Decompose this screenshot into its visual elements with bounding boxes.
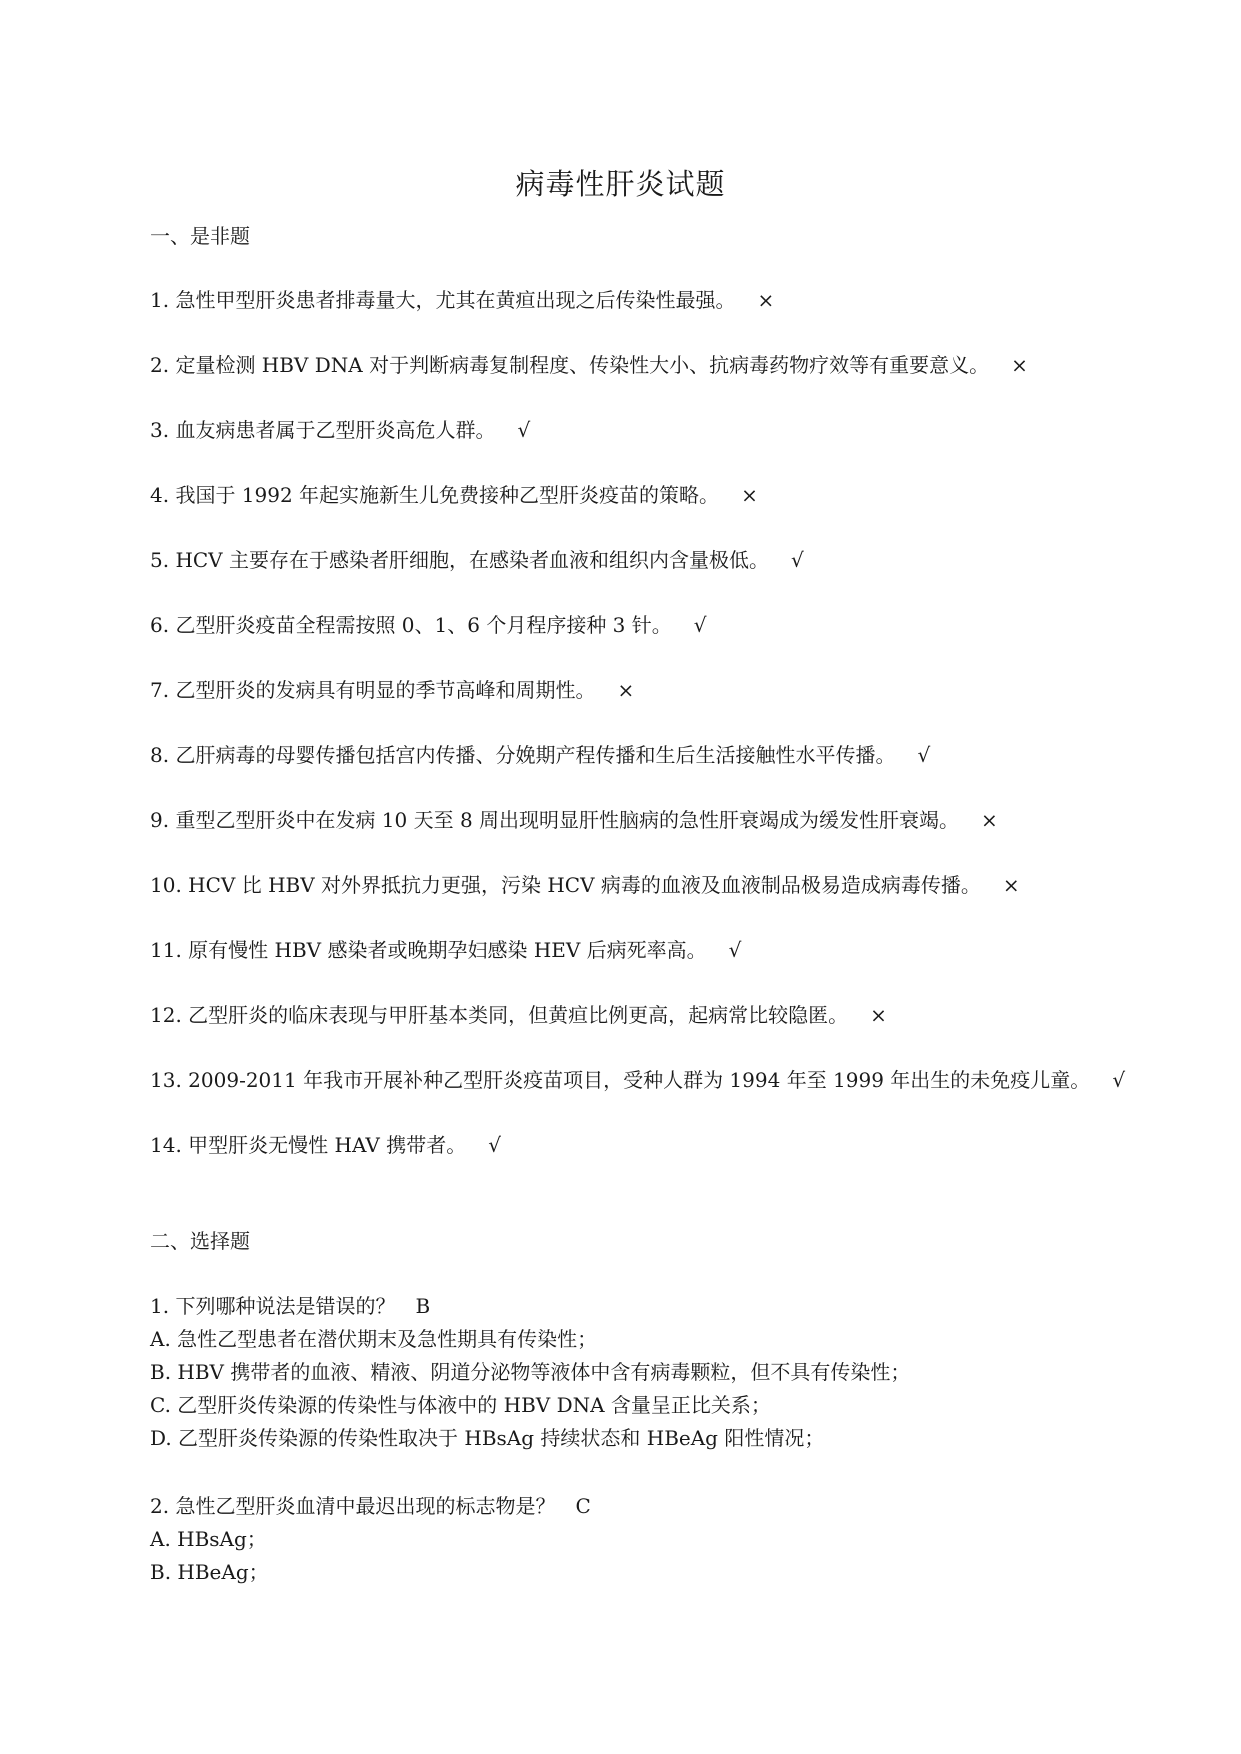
tf-question-11 [150,934,741,963]
tf-question-text: 6. 乙型肝炎疫苗全程需按照 0、1、6 个月程序接种 3 针。 [150,613,672,637]
tf-question-14 [150,1129,501,1158]
tf-question-text: 4. 我国于 1992 年起实施新生儿免费接种乙型肝炎疫苗的策略。 [150,483,720,507]
tf-question-4 [150,479,758,508]
tf-question-text: 7. 乙型肝炎的发病具有明显的季节高峰和周期性。 [150,678,596,702]
tf-question-text: 3. 血友病患者属于乙型肝炎高危人群。 [150,418,496,442]
tf-answer-mark: √ [517,418,531,442]
tf-question-text: 9. 重型乙型肝炎中在发病 10 天至 8 周出现明显肝性脑病的急性肝衰竭成为缓发性肝衰竭。 [150,808,960,832]
tf-answer-mark: × [617,678,635,702]
tf-answer-mark: √ [1112,1068,1126,1092]
tf-question-3 [150,414,530,443]
mc-question-1 [150,1290,430,1319]
tf-question-5 [150,544,804,573]
tf-answer-mark: √ [728,938,742,962]
tf-answer-mark: × [870,1003,887,1027]
tf-question-text: 14. 甲型肝炎无慢性 HAV 携带者。 [150,1133,467,1157]
tf-answer-mark: × [1011,353,1028,377]
tf-question-text: 10. HCV 比 HBV 对外界抵抗力更强，污染 HCV 病毒的血液及血液制品极易造成病毒传播。 [150,873,981,897]
tf-question-6 [150,609,707,638]
tf-answer-mark: × [981,808,998,832]
mc-option: D. 乙型肝炎传染源的传染性取决于 HBsAg 持续状态和 HBeAg 阳性情况； [150,1426,825,1450]
tf-question-text: 11. 原有慢性 HBV 感染者或晚期孕妇感染 HEV 后病死率高。 [150,938,707,962]
mc-question-text: 1. 下列哪种说法是错误的？ [150,1294,396,1318]
tf-answer-mark: × [1002,873,1020,897]
mc-question-2 [150,1490,591,1519]
tf-answer-mark: × [741,483,758,507]
tf-question-text: 13. 2009-2011 年我市开展补种乙型肝炎疫苗项目，受种人群为 1994 年至 1999 年出生的未免疫儿童。 [150,1068,1091,1092]
tf-question-13 [150,1064,1125,1093]
tf-question-12 [150,999,887,1028]
tf-answer-mark: √ [693,613,707,637]
tf-question-9 [150,804,998,833]
section-heading-true-false: 一、是非题 [150,224,250,248]
tf-question-text: 5. HCV 主要存在于感染者肝细胞，在感染者血液和组织内含量极低。 [150,548,769,572]
mc-question-text: 2. 急性乙型肝炎血清中最迟出现的标志物是？ [150,1494,556,1518]
document-title: 病毒性肝炎试题 [515,167,726,201]
tf-question-text: 12. 乙型肝炎的临床表现与甲肝基本类同，但黄疸比例更高，起病常比较隐匿。 [150,1003,849,1027]
mc-answer: B [415,1294,431,1318]
mc-answer: C [575,1494,591,1518]
mc-option: A. 急性乙型患者在潜伏期末及急性期具有传染性； [150,1327,598,1351]
tf-question-text: 8. 乙肝病毒的母婴传播包括宫内传播、分娩期产程传播和生后生活接触性水平传播。 [150,743,896,767]
mc-option: C. 乙型肝炎传染源的传染性与体液中的 HBV DNA 含量呈正比关系； [150,1393,771,1417]
tf-answer-mark: √ [488,1133,501,1157]
tf-question-7 [150,674,634,703]
tf-question-8 [150,739,930,768]
mc-option: B. HBeAg； [150,1560,269,1584]
tf-question-text: 1. 急性甲型肝炎患者排毒量大，尤其在黄疸出现之后传染性最强。 [150,288,736,312]
tf-answer-mark: × [757,288,775,312]
section-heading-multiple-choice: 二、选择题 [150,1229,250,1253]
tf-question-1 [150,284,774,313]
tf-answer-mark: √ [917,743,931,767]
mc-option: B. HBV 携带者的血液、精液、阴道分泌物等液体中含有病毒颗粒，但不具有传染性； [150,1360,911,1384]
mc-option: A. HBsAg； [150,1527,267,1551]
tf-question-10 [150,869,1020,898]
tf-question-2 [150,349,1028,378]
tf-answer-mark: √ [790,548,804,572]
tf-question-text: 2. 定量检测 HBV DNA 对于判断病毒复制程度、传染性大小、抗病毒药物疗效等有重要意义。 [150,353,990,377]
